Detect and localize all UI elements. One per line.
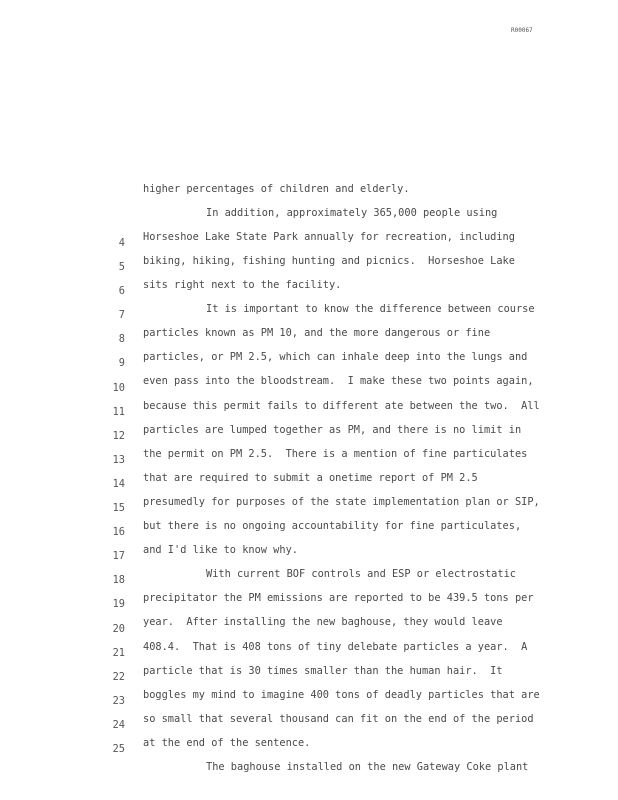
line-text: 408.4. That is 408 tons of tiny delebate particles a year. A	[143, 641, 528, 653]
line-text: The baghouse installed on the new Gateway Coke plant	[206, 761, 529, 773]
line-text: particles are lumped together as PM, and there is no limit in	[143, 424, 522, 436]
line-number: 6	[118, 285, 125, 297]
line-text: the permit on PM 2.5. There is a mention of fine particulates	[143, 448, 528, 460]
line-text: particles known as PM 10, and the more dangerous or fine	[143, 327, 491, 339]
page-identifier: R00067	[511, 27, 533, 34]
line-text: higher percentages of children and elderly.	[143, 183, 410, 195]
line-number: 12	[112, 430, 125, 442]
line-text: boggles my mind to imagine 400 tons of deadly particles that are	[143, 689, 540, 701]
line-number: 5	[118, 261, 125, 273]
line-number: 18	[112, 574, 125, 586]
transcript-line	[0, 144, 618, 195]
line-number: 22	[112, 671, 125, 683]
line-number: 21	[112, 647, 125, 659]
line-number: 15	[112, 502, 125, 514]
line-number: 7	[118, 309, 125, 321]
line-text: even pass into the bloodstream. I make these two points again,	[143, 375, 534, 387]
line-text: and I'd like to know why.	[143, 544, 298, 556]
line-text: but there is no ongoing accountability for fine particulates,	[143, 520, 522, 532]
line-text: year. After installing the new baghouse, they would leave	[143, 616, 503, 628]
line-text: presumedly for purposes of the state implementation plan or SIP,	[143, 496, 540, 508]
line-text: In addition, approximately 365,000 people using	[206, 207, 498, 219]
line-number: 16	[112, 526, 125, 538]
line-text: because this permit fails to different ate between the two. All	[143, 400, 540, 412]
line-number: 24	[112, 719, 125, 731]
line-number: 14	[112, 478, 125, 490]
line-text: at the end of the sentence.	[143, 737, 311, 749]
line-text: that are required to submit a onetime report of PM 2.5	[143, 472, 478, 484]
line-number: 20	[112, 623, 125, 635]
line-number: 13	[112, 454, 125, 466]
line-number: 23	[112, 695, 125, 707]
line-text: It is important to know the difference between course	[206, 303, 535, 315]
line-text: particles, or PM 2.5, which can inhale deep into the lungs and	[143, 351, 528, 363]
line-number: 8	[118, 333, 125, 345]
line-text: precipitator the PM emissions are reported to be 439.5 tons per	[143, 592, 534, 604]
line-number: 19	[112, 598, 125, 610]
line-number: 10	[112, 382, 125, 394]
line-text: so small that several thousand can fit on the end of the period	[143, 713, 534, 725]
line-number: 11	[112, 406, 125, 418]
line-number: 9	[118, 357, 125, 369]
line-text: biking, hiking, fishing hunting and picnics. Horseshoe Lake	[143, 255, 515, 267]
line-number: 25	[112, 743, 125, 755]
line-text: sits right next to the facility.	[143, 279, 342, 291]
line-text: Horseshoe Lake State Park annually for recreation, including	[143, 231, 515, 243]
line-text: With current BOF controls and ESP or electrostatic	[206, 568, 516, 580]
line-number: 17	[112, 550, 125, 562]
line-text: particle that is 30 times smaller than the human hair. It	[143, 665, 503, 677]
line-number: 4	[118, 237, 125, 249]
